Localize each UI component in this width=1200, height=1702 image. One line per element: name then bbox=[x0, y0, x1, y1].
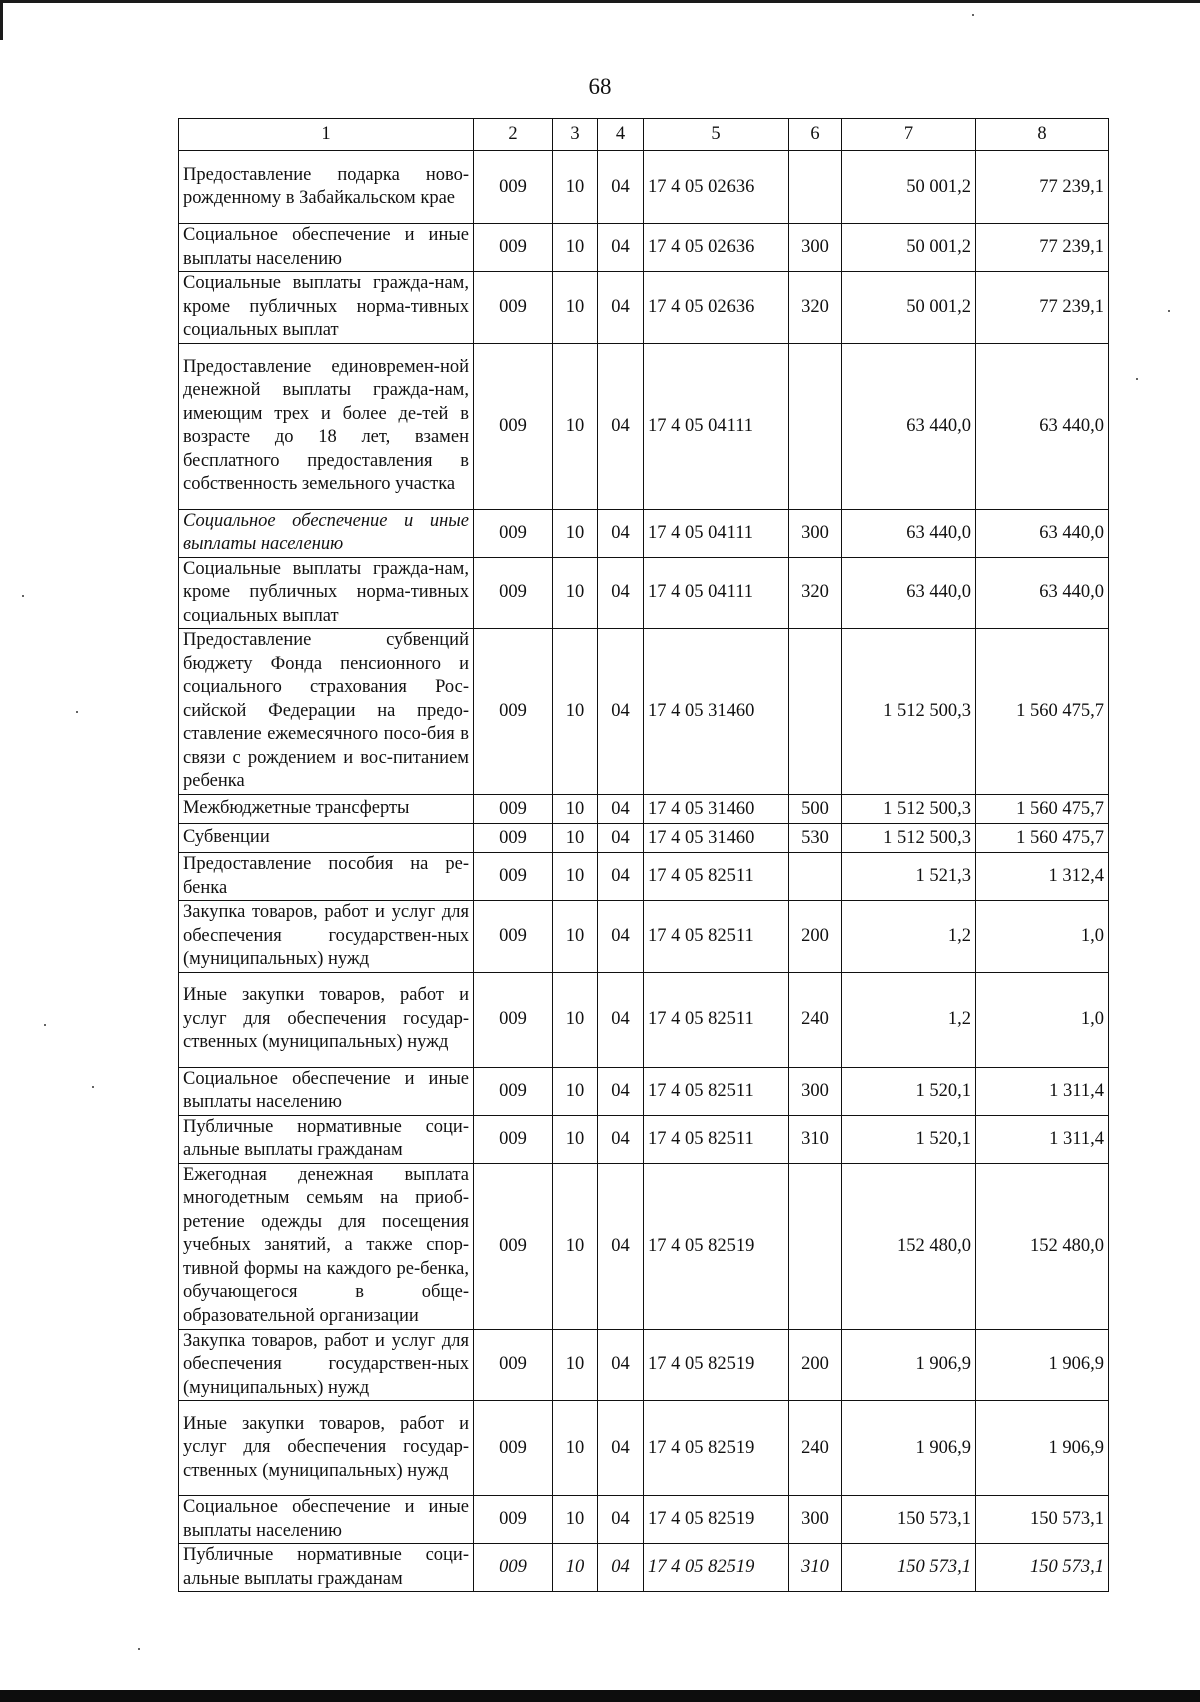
cell-subsection: 04 bbox=[598, 901, 644, 973]
cell-expense-type: 320 bbox=[789, 557, 842, 629]
table-row bbox=[179, 509, 1109, 557]
cell-subsection: 04 bbox=[598, 151, 644, 224]
cell-section: 10 bbox=[553, 1496, 598, 1544]
cell-amount-1: 1 521,3 bbox=[842, 853, 976, 901]
row-name: Социальное обеспечение и иные выплаты населению bbox=[179, 1067, 474, 1115]
cell-amount-2: 1 311,4 bbox=[976, 1067, 1109, 1115]
cell-amount-1: 150 573,1 bbox=[842, 1496, 976, 1544]
cell-section: 10 bbox=[553, 853, 598, 901]
cell-subsection: 04 bbox=[598, 1163, 644, 1329]
row-name: Социальные выплаты гражда-нам, кроме публичных норма-тивных социальных выплат bbox=[179, 272, 474, 344]
table-row bbox=[179, 343, 1109, 509]
row-name: Предоставление пособия на ре-бенка bbox=[179, 853, 474, 901]
cell-section: 10 bbox=[553, 824, 598, 853]
cell-amount-1: 50 001,2 bbox=[842, 151, 976, 224]
cell-target-code: 17 4 05 82519 bbox=[644, 1329, 789, 1401]
cell-target-code: 17 4 05 31460 bbox=[644, 629, 789, 795]
cell-subsection: 04 bbox=[598, 224, 644, 272]
scan-speck bbox=[972, 14, 974, 16]
table-row bbox=[179, 1401, 1109, 1496]
cell-expense-type: 200 bbox=[789, 901, 842, 973]
cell-subsection: 04 bbox=[598, 1067, 644, 1115]
cell-amount-1: 150 573,1 bbox=[842, 1544, 976, 1592]
cell-amount-1: 1 520,1 bbox=[842, 1115, 976, 1163]
cell-amount-1: 1,2 bbox=[842, 972, 976, 1067]
cell-amount-1: 50 001,2 bbox=[842, 272, 976, 344]
cell-subsection: 04 bbox=[598, 795, 644, 824]
cell-expense-type bbox=[789, 1163, 842, 1329]
cell-expense-type: 320 bbox=[789, 272, 842, 344]
cell-ministry: 009 bbox=[474, 509, 553, 557]
cell-target-code: 17 4 05 82519 bbox=[644, 1496, 789, 1544]
cell-section: 10 bbox=[553, 509, 598, 557]
table-row bbox=[179, 1544, 1109, 1592]
cell-expense-type bbox=[789, 629, 842, 795]
row-name: Межбюджетные трансферты bbox=[179, 795, 474, 824]
cell-amount-2: 1 560 475,7 bbox=[976, 629, 1109, 795]
cell-amount-2: 150 573,1 bbox=[976, 1496, 1109, 1544]
cell-expense-type bbox=[789, 343, 842, 509]
cell-subsection: 04 bbox=[598, 557, 644, 629]
column-header: 6 bbox=[789, 119, 842, 151]
table-row bbox=[179, 795, 1109, 824]
cell-subsection: 04 bbox=[598, 343, 644, 509]
scan-speck bbox=[1168, 310, 1170, 312]
cell-ministry: 009 bbox=[474, 1496, 553, 1544]
cell-target-code: 17 4 05 82519 bbox=[644, 1401, 789, 1496]
cell-target-code: 17 4 05 82511 bbox=[644, 901, 789, 973]
cell-amount-1: 1 512 500,3 bbox=[842, 795, 976, 824]
cell-target-code: 17 4 05 82511 bbox=[644, 1067, 789, 1115]
row-name: Социальное обеспечение и иные выплаты населению bbox=[179, 224, 474, 272]
cell-amount-1: 1 906,9 bbox=[842, 1401, 976, 1496]
cell-target-code: 17 4 05 02636 bbox=[644, 272, 789, 344]
cell-section: 10 bbox=[553, 1401, 598, 1496]
row-name: Ежегодная денежная выплата многодетным семьям на приоб-ретение одежды для посещения учебных занятий, а также спор-тивной формы на каждого ре-бенка, обучающегося в обще-образовательной организации bbox=[179, 1163, 474, 1329]
cell-target-code: 17 4 05 82519 bbox=[644, 1163, 789, 1329]
scan-speck bbox=[76, 711, 78, 713]
cell-expense-type bbox=[789, 151, 842, 224]
cell-amount-2: 1 312,4 bbox=[976, 853, 1109, 901]
table-row bbox=[179, 972, 1109, 1067]
cell-subsection: 04 bbox=[598, 272, 644, 344]
cell-amount-2: 1 311,4 bbox=[976, 1115, 1109, 1163]
row-name: Закупка товаров, работ и услуг для обеспечения государствен-ных (муниципальных) нужд bbox=[179, 901, 474, 973]
cell-amount-1: 1,2 bbox=[842, 901, 976, 973]
cell-section: 10 bbox=[553, 1067, 598, 1115]
cell-subsection: 04 bbox=[598, 629, 644, 795]
cell-target-code: 17 4 05 82511 bbox=[644, 972, 789, 1067]
row-name: Социальное обеспечение и иные выплаты населению bbox=[179, 1496, 474, 1544]
row-name: Закупка товаров, работ и услуг для обеспечения государствен-ных (муниципальных) нужд bbox=[179, 1329, 474, 1401]
cell-ministry: 009 bbox=[474, 1329, 553, 1401]
cell-amount-2: 63 440,0 bbox=[976, 509, 1109, 557]
cell-section: 10 bbox=[553, 272, 598, 344]
cell-amount-2: 63 440,0 bbox=[976, 343, 1109, 509]
row-name: Иные закупки товаров, работ и услуг для обеспечения государ-ственных (муниципальных) нужд bbox=[179, 1401, 474, 1496]
column-header: 5 bbox=[644, 119, 789, 151]
cell-expense-type: 310 bbox=[789, 1115, 842, 1163]
cell-section: 10 bbox=[553, 972, 598, 1067]
cell-subsection: 04 bbox=[598, 1115, 644, 1163]
cell-section: 10 bbox=[553, 629, 598, 795]
cell-amount-2: 77 239,1 bbox=[976, 224, 1109, 272]
row-name: Предоставление единовремен-ной денежной выплаты гражда-нам, имеющим трех и более де-тей в возрасте до 18 лет, взамен бесплатного предоставления в собственность земельного участка bbox=[179, 343, 474, 509]
cell-amount-2: 1,0 bbox=[976, 901, 1109, 973]
cell-section: 10 bbox=[553, 151, 598, 224]
cell-expense-type: 500 bbox=[789, 795, 842, 824]
column-header: 4 bbox=[598, 119, 644, 151]
cell-target-code: 17 4 05 04111 bbox=[644, 509, 789, 557]
cell-target-code: 17 4 05 31460 bbox=[644, 824, 789, 853]
cell-expense-type: 240 bbox=[789, 972, 842, 1067]
cell-expense-type: 300 bbox=[789, 509, 842, 557]
table-row bbox=[179, 1329, 1109, 1401]
cell-amount-1: 1 906,9 bbox=[842, 1329, 976, 1401]
cell-amount-2: 77 239,1 bbox=[976, 151, 1109, 224]
cell-target-code: 17 4 05 31460 bbox=[644, 795, 789, 824]
scan-speck bbox=[138, 1648, 140, 1650]
scan-speck bbox=[22, 595, 24, 597]
scan-edge-left bbox=[0, 0, 3, 40]
cell-ministry: 009 bbox=[474, 1115, 553, 1163]
table-row bbox=[179, 272, 1109, 344]
cell-amount-2: 1 906,9 bbox=[976, 1329, 1109, 1401]
cell-subsection: 04 bbox=[598, 1544, 644, 1592]
scan-speck bbox=[92, 1086, 94, 1088]
cell-target-code: 17 4 05 04111 bbox=[644, 343, 789, 509]
cell-section: 10 bbox=[553, 224, 598, 272]
table-row bbox=[179, 557, 1109, 629]
scan-speck bbox=[1136, 378, 1138, 380]
cell-subsection: 04 bbox=[598, 1496, 644, 1544]
row-name: Предоставление подарка ново-рожденному в Забайкальском крае bbox=[179, 151, 474, 224]
table-row bbox=[179, 1115, 1109, 1163]
cell-ministry: 009 bbox=[474, 343, 553, 509]
cell-subsection: 04 bbox=[598, 824, 644, 853]
cell-expense-type: 300 bbox=[789, 1067, 842, 1115]
cell-amount-1: 50 001,2 bbox=[842, 224, 976, 272]
cell-ministry: 009 bbox=[474, 1401, 553, 1496]
row-name: Предоставление субвенций бюджету Фонда пенсионного и социального страхования Рос-сийской Федерации на предо-ставление ежемесячного посо-бия в связи с рождением и вос-питанием ребенка bbox=[179, 629, 474, 795]
row-name: Социальные выплаты гражда-нам, кроме публичных норма-тивных социальных выплат bbox=[179, 557, 474, 629]
cell-ministry: 009 bbox=[474, 151, 553, 224]
cell-section: 10 bbox=[553, 557, 598, 629]
cell-ministry: 009 bbox=[474, 824, 553, 853]
cell-expense-type: 530 bbox=[789, 824, 842, 853]
cell-amount-2: 77 239,1 bbox=[976, 272, 1109, 344]
cell-ministry: 009 bbox=[474, 1163, 553, 1329]
cell-subsection: 04 bbox=[598, 1329, 644, 1401]
table-row bbox=[179, 629, 1109, 795]
cell-amount-1: 1 512 500,3 bbox=[842, 629, 976, 795]
cell-target-code: 17 4 05 82511 bbox=[644, 853, 789, 901]
table-row bbox=[179, 824, 1109, 853]
cell-subsection: 04 bbox=[598, 853, 644, 901]
column-header: 2 bbox=[474, 119, 553, 151]
cell-ministry: 009 bbox=[474, 901, 553, 973]
cell-section: 10 bbox=[553, 1329, 598, 1401]
page-number: 68 bbox=[588, 74, 612, 99]
cell-amount-1: 152 480,0 bbox=[842, 1163, 976, 1329]
cell-section: 10 bbox=[553, 1544, 598, 1592]
cell-ministry: 009 bbox=[474, 972, 553, 1067]
cell-ministry: 009 bbox=[474, 853, 553, 901]
scan-edge-top bbox=[0, 0, 1200, 3]
cell-amount-2: 152 480,0 bbox=[976, 1163, 1109, 1329]
cell-ministry: 009 bbox=[474, 272, 553, 344]
cell-ministry: 009 bbox=[474, 1067, 553, 1115]
cell-ministry: 009 bbox=[474, 629, 553, 795]
cell-ministry: 009 bbox=[474, 795, 553, 824]
cell-target-code: 17 4 05 02636 bbox=[644, 224, 789, 272]
cell-expense-type: 200 bbox=[789, 1329, 842, 1401]
cell-subsection: 04 bbox=[598, 1401, 644, 1496]
budget-table bbox=[178, 118, 1109, 1592]
table-row bbox=[179, 1496, 1109, 1544]
scan-edge-bottom bbox=[0, 1690, 1200, 1702]
row-name: Публичные нормативные соци-альные выплаты гражданам bbox=[179, 1115, 474, 1163]
row-name: Субвенции bbox=[179, 824, 474, 853]
cell-amount-1: 1 520,1 bbox=[842, 1067, 976, 1115]
cell-expense-type: 300 bbox=[789, 224, 842, 272]
cell-target-code: 17 4 05 82519 bbox=[644, 1544, 789, 1592]
table-row bbox=[179, 853, 1109, 901]
cell-section: 10 bbox=[553, 343, 598, 509]
cell-amount-2: 150 573,1 bbox=[976, 1544, 1109, 1592]
cell-amount-1: 63 440,0 bbox=[842, 509, 976, 557]
table-row bbox=[179, 901, 1109, 973]
cell-amount-1: 63 440,0 bbox=[842, 557, 976, 629]
cell-target-code: 17 4 05 82511 bbox=[644, 1115, 789, 1163]
table-row bbox=[179, 224, 1109, 272]
cell-subsection: 04 bbox=[598, 972, 644, 1067]
cell-amount-2: 1 906,9 bbox=[976, 1401, 1109, 1496]
cell-expense-type: 310 bbox=[789, 1544, 842, 1592]
cell-amount-1: 1 512 500,3 bbox=[842, 824, 976, 853]
row-name: Социальное обеспечение и иные выплаты населению bbox=[179, 509, 474, 557]
cell-ministry: 009 bbox=[474, 557, 553, 629]
cell-subsection: 04 bbox=[598, 509, 644, 557]
cell-expense-type bbox=[789, 853, 842, 901]
cell-expense-type: 240 bbox=[789, 1401, 842, 1496]
cell-amount-2: 1,0 bbox=[976, 972, 1109, 1067]
table-row bbox=[179, 151, 1109, 224]
table-row bbox=[179, 1067, 1109, 1115]
cell-section: 10 bbox=[553, 901, 598, 973]
cell-section: 10 bbox=[553, 1115, 598, 1163]
column-header: 3 bbox=[553, 119, 598, 151]
cell-section: 10 bbox=[553, 795, 598, 824]
table-row bbox=[179, 1163, 1109, 1329]
row-name: Иные закупки товаров, работ и услуг для обеспечения государ-ственных (муниципальных) нужд bbox=[179, 972, 474, 1067]
cell-target-code: 17 4 05 04111 bbox=[644, 557, 789, 629]
cell-ministry: 009 bbox=[474, 1544, 553, 1592]
cell-amount-1: 63 440,0 bbox=[842, 343, 976, 509]
cell-expense-type: 300 bbox=[789, 1496, 842, 1544]
scan-speck bbox=[44, 1024, 46, 1026]
cell-section: 10 bbox=[553, 1163, 598, 1329]
column-header: 1 bbox=[179, 119, 474, 151]
column-header: 7 bbox=[842, 119, 976, 151]
cell-amount-2: 63 440,0 bbox=[976, 557, 1109, 629]
cell-amount-2: 1 560 475,7 bbox=[976, 795, 1109, 824]
cell-target-code: 17 4 05 02636 bbox=[644, 151, 789, 224]
column-header: 8 bbox=[976, 119, 1109, 151]
cell-amount-2: 1 560 475,7 bbox=[976, 824, 1109, 853]
row-name: Публичные нормативные соци-альные выплаты гражданам bbox=[179, 1544, 474, 1592]
table-header-row bbox=[179, 119, 1109, 151]
cell-ministry: 009 bbox=[474, 224, 553, 272]
